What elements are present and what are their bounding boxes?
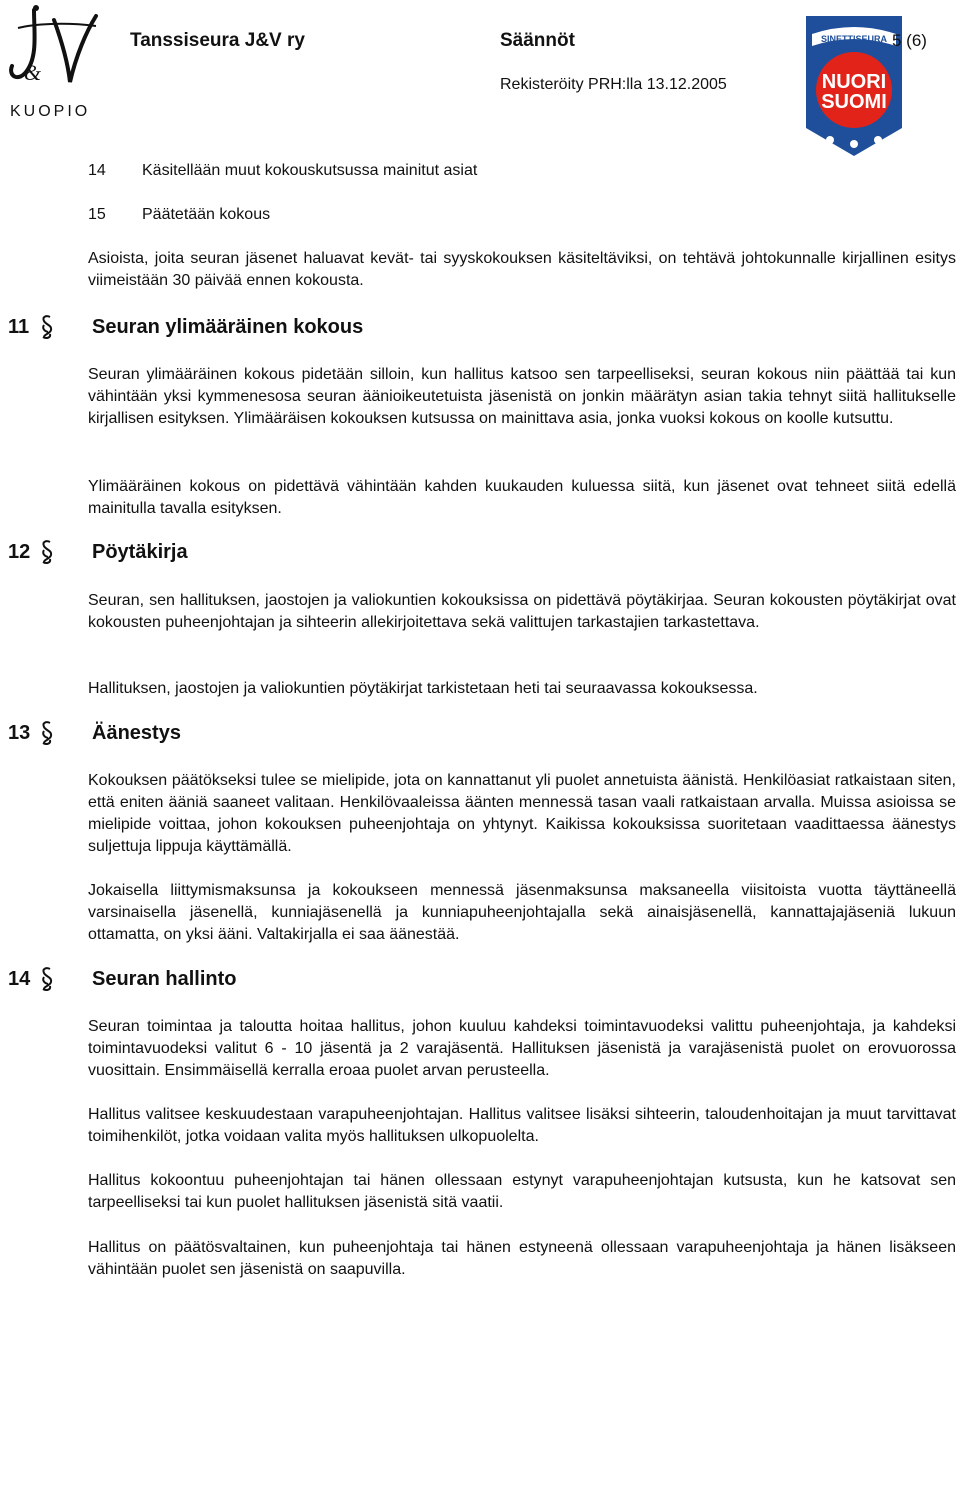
section-sign-icon <box>40 539 62 565</box>
section-sign-icon <box>40 314 62 340</box>
section-number: 13 <box>8 721 31 744</box>
svg-text:&: & <box>24 60 42 85</box>
section-heading-11 <box>8 314 363 340</box>
svg-text:KUOPIO: KUOPIO <box>10 103 91 120</box>
registration-info: Rekisteröity PRH:lla 13.12.2005 <box>500 76 727 93</box>
section-title: Pöytäkirja <box>92 540 188 563</box>
section-14-paragraph-1: Seuran toimintaa ja taloutta hoitaa hallitus, johon kuuluu kahdeksi toimintavuodeksi valittu puheenjohtaja, ja kahdeksi toimintavuodeksi valitut 6 - 10 jäsentä ja 2 varajäsentä. Hallituksen jäsenistä ja varajäsenistä puolet on erovuorossa vuosittain. Ensimmäisellä kerralla eroaa puolet arvan perusteella. <box>88 1018 956 1079</box>
section-number: 12 <box>8 540 31 563</box>
section-title: Seuran hallinto <box>92 967 237 990</box>
section-12-paragraph-1: Seuran, sen hallituksen, jaostojen ja valiokuntien kokouksissa on pidettävä pöytäkirjaa. Seuran kokousten pöytäkirjat ovat kokousten puheenjohtajan ja sihteerin allekirjoitettava sekä valittujen tarkastajien tarkastettava. <box>88 592 956 631</box>
section-sign-icon <box>40 720 62 746</box>
section-heading-14 <box>8 966 236 992</box>
section-13-paragraph-2: Jokaisella liittymismaksunsa ja kokoukseen mennessä jäsenmaksunsa maksaneella viisitoista vuotta täyttäneellä varsinaisella jäsenellä, kunniajäsenellä ja kunniapuheenjohtajalla sekä ainaisjäsenellä, kannattajajäseniä lukuun ottamatta, on yksi ääni. Valtakirjalla ei saa äänestää. <box>88 882 956 943</box>
svg-text:NUORI: NUORI <box>821 71 887 93</box>
list-item <box>88 206 270 224</box>
svg-text:SINETTISEURA: SINETTISEURA <box>820 34 888 44</box>
page-number: 5 (6) <box>892 31 927 50</box>
section-heading-12 <box>8 539 188 565</box>
section-14-paragraph-4: Hallitus on päätösvaltainen, kun puheenjohtaja tai hänen estyneenä ollessaan varapuheenjohtaja ja hänen lisäkseen vähintään puolet sen jäsenistä on saapuvilla. <box>88 1239 956 1278</box>
section-14-paragraph-2: Hallitus valitsee keskuudestaan varapuheenjohtajan. Hallitus valitsee lisäksi sihteerin, taloudenhoitajan ja muut tarvittavat toimihenkilöt, jotka voidaan valita myös hallituksen ulkopuolelta. <box>88 1106 956 1145</box>
intro-paragraph: Asioista, joita seuran jäsenet haluavat kevät- tai syyskokouksen käsiteltäviksi, on tehtävä johtokunnalle kirjallinen esitys viimeistään 30 päivää ennen kokousta. <box>88 250 956 289</box>
list-item-text: Päätetään kokous <box>142 206 271 223</box>
section-number: 14 <box>8 967 31 990</box>
list-item-number: 15 <box>88 206 106 223</box>
svg-text:SUOMI: SUOMI <box>821 91 887 113</box>
section-14-paragraph-3: Hallitus kokoontuu puheenjohtajan tai hänen ollessaan estynyt varapuheenjohtajan kutsusta, kun he katsovat sen tarpeelliseksi tai kun puolet hallituksen jäsenistä sitä vaatii. <box>88 1172 956 1211</box>
section-title: Seuran ylimääräinen kokous <box>92 315 364 338</box>
section-13-paragraph-1: Kokouksen päätökseksi tulee se mielipide, jota on kannattanut yli puolet annetuista äänistä. Henkilöasiat ratkaistaan siten, että eniten ääniä saaneet valitaan. Henkilövaaleissa äänten mennessä tasan vaali ratkaistaan arvalla. Muissa asioissa se mielipide voittaa, johon kokouksen puheenjohtaja on yhtynyt. Kaikissa kokouksissa suoritetaan vaadittaessa äänestys suljettuja lippuja käyttämällä. <box>88 772 956 855</box>
list-item-text: Käsitellään muut kokouskutsussa mainitut asiat <box>142 162 478 179</box>
list-item-number: 14 <box>88 162 106 179</box>
section-11-paragraph-1: Seuran ylimääräinen kokous pidetään silloin, kun hallitus katsoo sen tarpeelliseksi, seuran kokous niin päättää tai kun vähintään yksi kymmenesosa seuran äänioikeutetuista jäsenistä on jonkin määrätyn asian takia tehnyt siitä hallitukselle kirjallisen esityksen. Ylimääräisen kokouksen kutsussa on mainittava asia, jonka vuoksi kokous on koolle kutsuttu. <box>88 366 956 427</box>
club-logo <box>4 2 100 122</box>
section-12-paragraph-2: Hallituksen, jaostojen ja valiokuntien pöytäkirjat tarkistetaan heti tai seuraavassa kokouksessa. <box>88 680 758 697</box>
list-item <box>88 162 477 180</box>
section-heading-13 <box>8 720 181 746</box>
section-11-paragraph-2: Ylimääräinen kokous on pidettävä vähintään kahden kuukauden kuluessa siitä, kun jäsenet ovat tehneet siitä edellä mainitulla tavalla esityksen. <box>88 478 956 517</box>
section-sign-icon <box>40 966 62 992</box>
section-title: Äänestys <box>92 721 181 744</box>
document-title: Säännöt <box>500 30 575 51</box>
organization-name: Tanssiseura J&V ry <box>130 30 305 51</box>
section-number: 11 <box>8 315 30 338</box>
